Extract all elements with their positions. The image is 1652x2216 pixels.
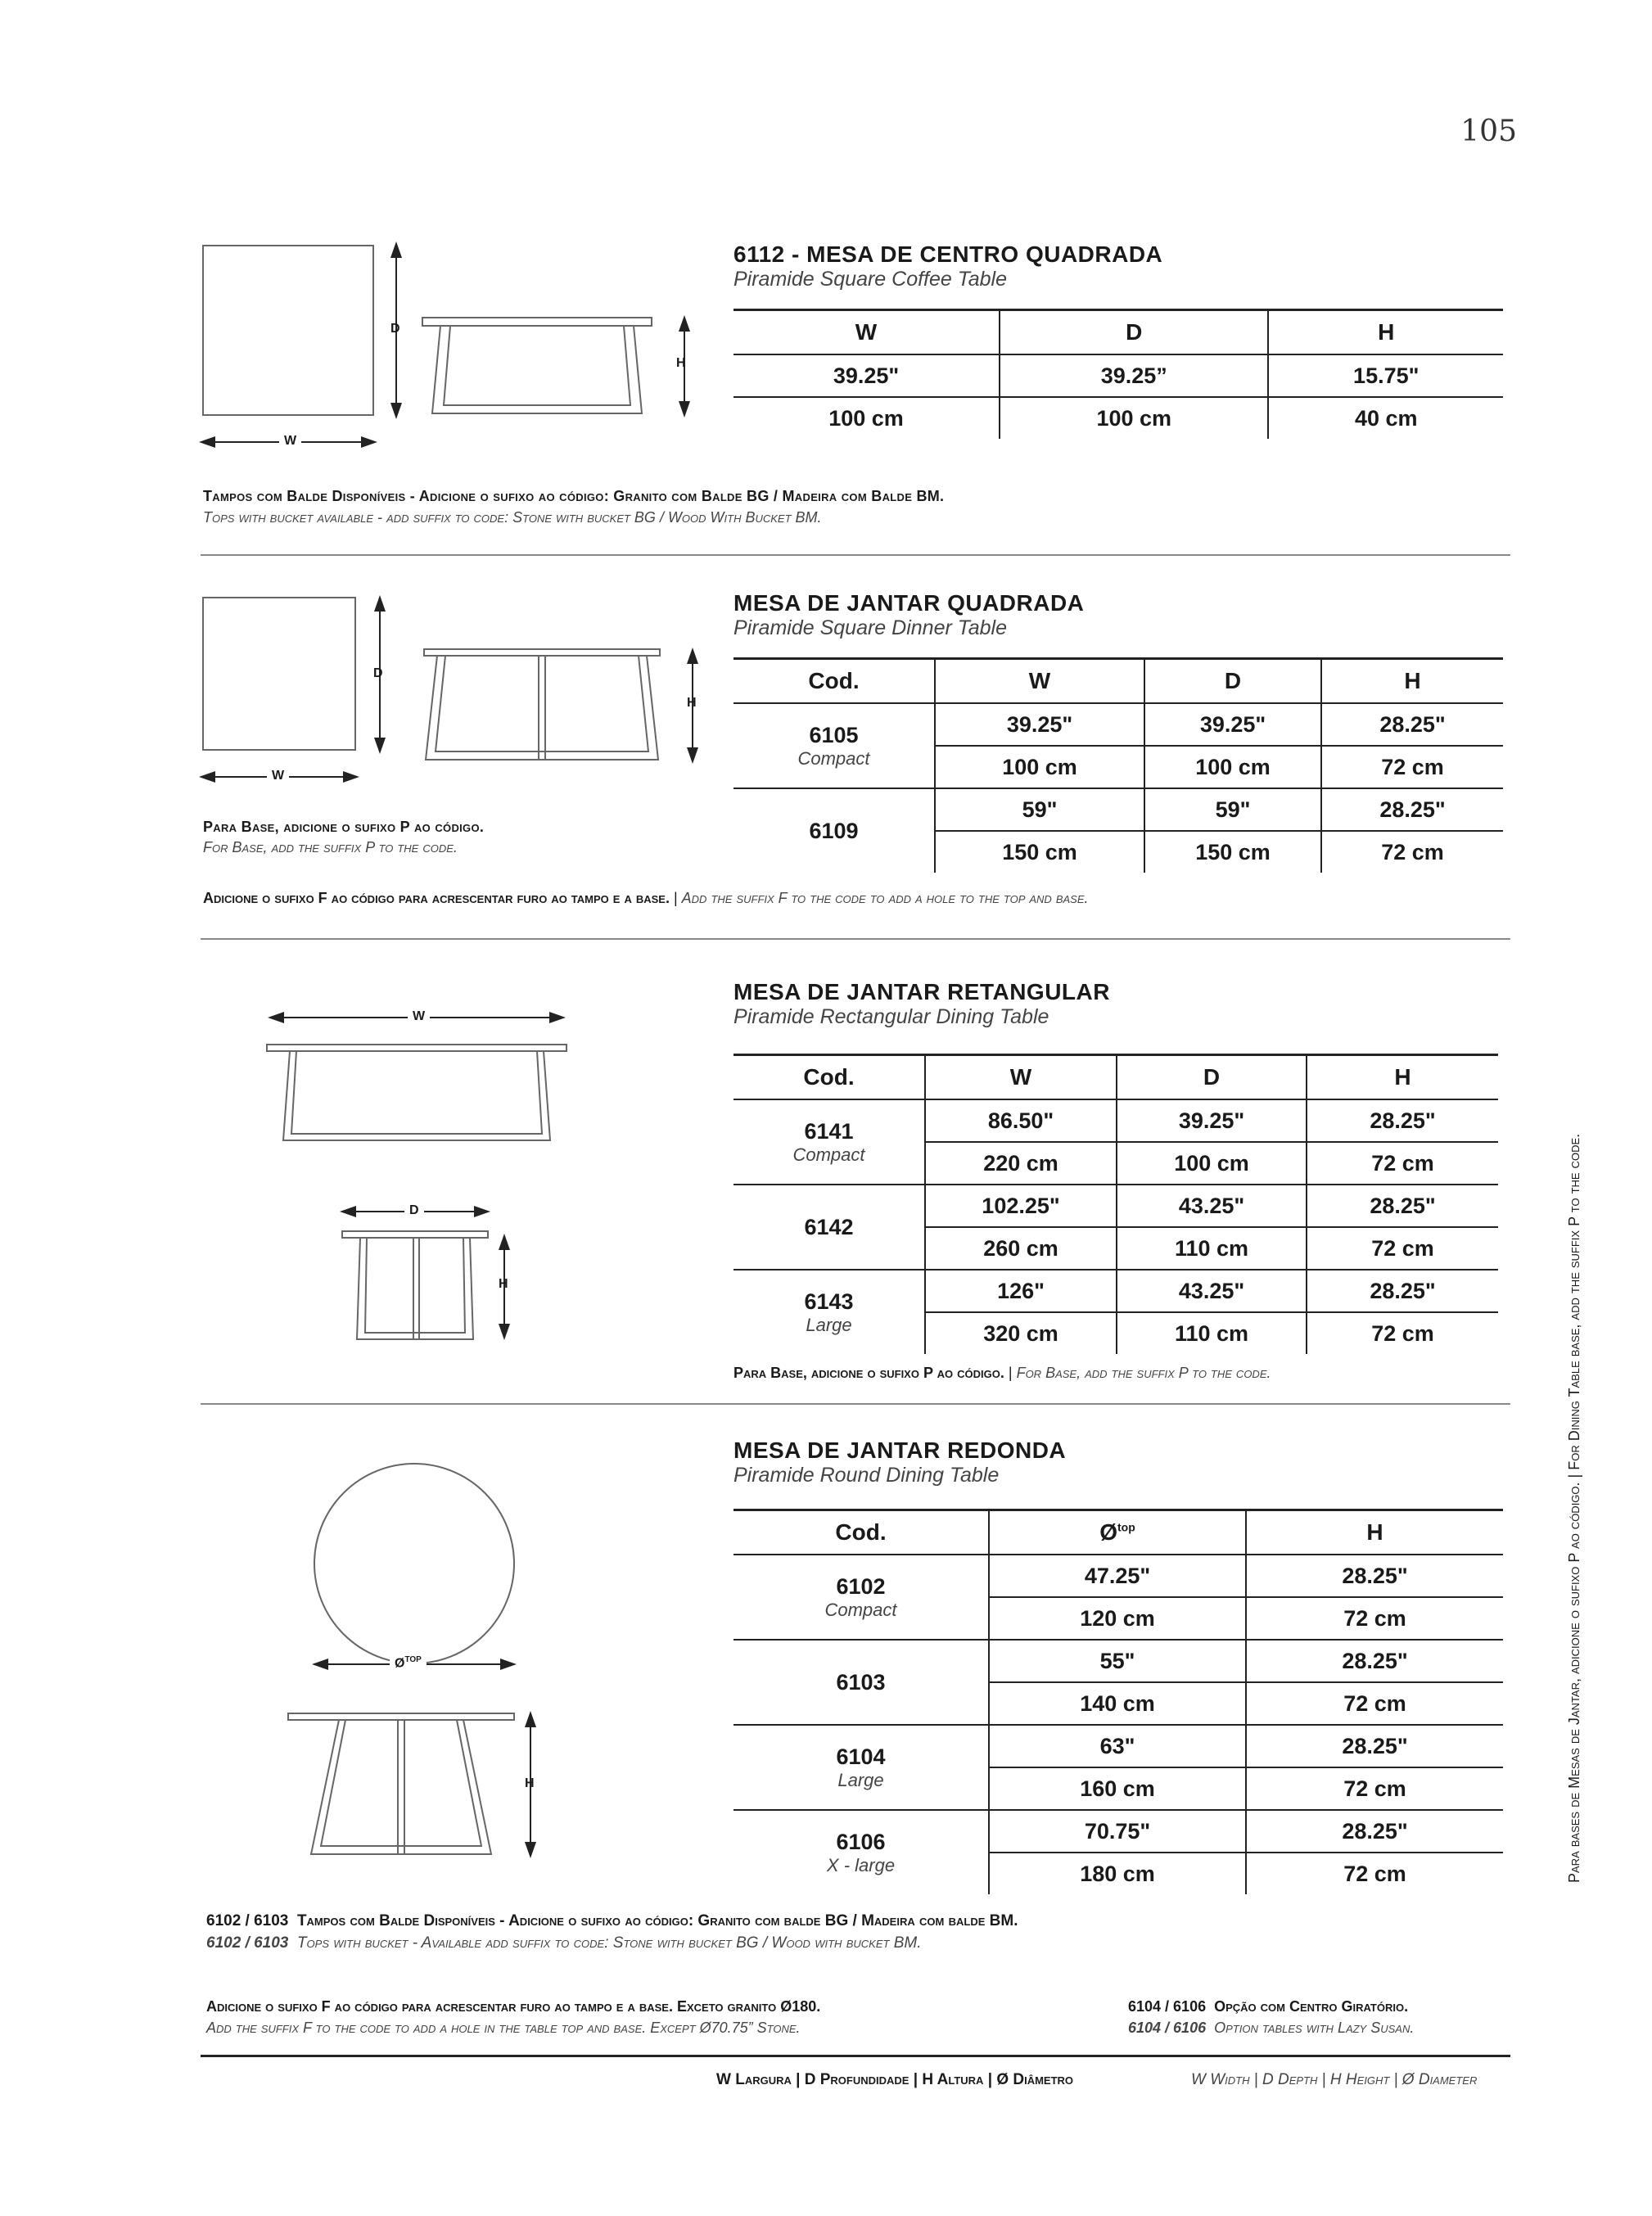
dim-h-label: H: [687, 696, 697, 710]
dim-d-label: D: [390, 322, 400, 336]
product-variant: Compact: [797, 747, 870, 769]
section-title: MESA DE JANTAR QUADRADA: [733, 590, 1085, 616]
table-cell: 28.25": [1246, 1640, 1503, 1682]
table-cell: 28.25": [1246, 1555, 1503, 1597]
dim-w-label: W: [267, 769, 289, 783]
table-cell: 260 cm: [925, 1227, 1117, 1270]
col-header-cod: Cod.: [733, 1055, 925, 1100]
col-header-cod: Cod.: [733, 659, 935, 704]
product-variant: Compact: [824, 1599, 897, 1620]
diameter-symbol: Ø: [395, 1656, 405, 1671]
table-cell: 43.25": [1117, 1270, 1307, 1312]
bucket-note-code: 6102 / 6103: [206, 1912, 289, 1929]
col-header-d: D: [1144, 659, 1321, 704]
dim-w-label: W: [408, 1009, 430, 1024]
footer-legend-en: W Width | D Depth | H Height | Ø Diameter: [1191, 2071, 1478, 2088]
product-variant: Compact: [792, 1144, 865, 1165]
table-cell: 102.25": [925, 1185, 1117, 1227]
note-separator: |: [669, 890, 682, 906]
col-header-h: H: [1321, 659, 1503, 704]
section-subtitle: Piramide Rectangular Dining Table: [733, 1005, 1049, 1028]
bucket-note: Tampos com Balde Disponíveis - Adicione o sufixo ao código: Granito com Balde BG / Madeira com Balde BM.: [203, 488, 945, 504]
col-header-w: W: [935, 659, 1144, 704]
bucket-note: [206, 1912, 1018, 1930]
table-cell: 72 cm: [1321, 831, 1503, 873]
table-cell: 28.25": [1307, 1185, 1498, 1227]
lazy-note-code: 6104 / 6106: [1128, 1998, 1207, 2015]
table-cell: 47.25": [989, 1555, 1246, 1597]
product-code: 6103: [836, 1669, 886, 1695]
table-cell: 160 cm: [989, 1767, 1246, 1810]
table-cell: 55": [989, 1640, 1246, 1682]
table-cell: 140 cm: [989, 1682, 1246, 1725]
table-cell: 70.75": [989, 1810, 1246, 1853]
col-header-w: W: [733, 310, 1000, 355]
footer-legend-pt: W Largura | D Profundidade | H Altura | Ø Diâmetro: [716, 2071, 1074, 2088]
table-cell: 86.50": [925, 1099, 1117, 1142]
table-cell: 39.25”: [1000, 354, 1268, 397]
product-code: 6106: [836, 1829, 886, 1854]
table-cell: 43.25": [1117, 1185, 1307, 1227]
table-cell: 180 cm: [989, 1853, 1246, 1894]
product-code: 6109: [809, 818, 859, 843]
section-title: MESA DE JANTAR REDONDA: [733, 1437, 1067, 1463]
table-cell: 28.25": [1307, 1099, 1498, 1142]
col-header-w: W: [925, 1055, 1117, 1100]
lazy-note-pt: Opção com Centro Giratório.: [1214, 1998, 1409, 2015]
bucket-note-en-line: [206, 1934, 922, 1952]
table-cell: 100 cm: [935, 746, 1144, 788]
table-cell: 320 cm: [925, 1312, 1117, 1354]
product-code: 6143: [804, 1289, 854, 1314]
table-cell: 150 cm: [1144, 831, 1321, 873]
col-header-diameter: [989, 1510, 1246, 1555]
section-title: MESA DE JANTAR RETANGULAR: [733, 979, 1110, 1004]
dim-h-label: H: [499, 1277, 508, 1291]
lazy-note-en-code: 6104 / 6106: [1128, 2020, 1207, 2036]
table-cell: 59": [935, 788, 1144, 831]
bucket-note-en: Tops with bucket available - add suffix to code: Stone with bucket BG / Wood With Bucket BM.: [203, 509, 822, 526]
bucket-note-en: Tops with bucket - Available add suffix to code: Stone with bucket BG / Wood with bucket BM.: [296, 1934, 922, 1952]
table-cell: 100 cm: [1117, 1142, 1307, 1185]
table-cell: 28.25": [1321, 703, 1503, 746]
col-header-h: H: [1307, 1055, 1498, 1100]
product-code-cell: [733, 1640, 989, 1725]
table-cell: 110 cm: [1117, 1312, 1307, 1354]
product-code: 6141: [804, 1118, 854, 1144]
table-cell: 28.25": [1307, 1270, 1498, 1312]
table-cell: 220 cm: [925, 1142, 1117, 1185]
dim-d-label: D: [404, 1203, 424, 1218]
table-cell: 72 cm: [1246, 1853, 1503, 1894]
base-note-en: For Base, add the suffix P to the code.: [1016, 1365, 1271, 1381]
dim-diameter-label: [390, 1655, 427, 1671]
table-cell: 120 cm: [989, 1597, 1246, 1640]
table-cell: 126": [925, 1270, 1117, 1312]
table-cell: 63": [989, 1725, 1246, 1767]
table-cell: 72 cm: [1307, 1142, 1498, 1185]
lazy-note-en: Option tables with Lazy Susan.: [1214, 2020, 1415, 2036]
table-cell: 100 cm: [1144, 746, 1321, 788]
product-variant: Large: [806, 1314, 852, 1335]
section-subtitle: Piramide Square Coffee Table: [733, 268, 1007, 291]
diameter-symbol: Ø: [1099, 1519, 1117, 1545]
section-title: 6112 - MESA DE CENTRO QUADRADA: [733, 241, 1163, 267]
table-cell: 100 cm: [1000, 397, 1268, 439]
col-header-d: D: [1117, 1055, 1307, 1100]
product-code-cell: [733, 1555, 989, 1640]
col-header-d: D: [1000, 310, 1268, 355]
product-code: 6102: [836, 1573, 886, 1599]
base-note-pt: Para Base, adicione o sufixo P ao código.: [733, 1365, 1004, 1381]
table-cell: 72 cm: [1321, 746, 1503, 788]
table-cell: 72 cm: [1246, 1767, 1503, 1810]
table-cell: 28.25": [1246, 1725, 1503, 1767]
lazy-susan-note: [1128, 1998, 1408, 2015]
table-cell: 39.25": [1117, 1099, 1307, 1142]
hole-note-en: Add the suffix F to the code to add a hole in the table top and base. Except Ø70.75” Stone.: [206, 2020, 801, 2036]
bucket-note-pt: Tampos com Balde Disponíveis - Adicione o sufixo ao código: Granito com balde BG / Madeira com balde BM.: [296, 1912, 1018, 1929]
product-code: 6104: [836, 1744, 886, 1769]
table-cell: 15.75": [1268, 354, 1503, 397]
hole-note: Adicione o sufixo F ao código para acrescentar furo ao tampo e a base. Exceto granito Ø180.: [206, 1998, 821, 2015]
table-cell: 28.25": [1246, 1810, 1503, 1853]
table-cell: 110 cm: [1117, 1227, 1307, 1270]
product-code-cell: [733, 1725, 989, 1810]
top-superscript: top: [1117, 1520, 1135, 1534]
table-cell: 39.25": [935, 703, 1144, 746]
dim-h-label: H: [525, 1776, 535, 1790]
col-header-h: H: [1268, 310, 1503, 355]
footer-divider: [201, 2055, 1510, 2057]
table-cell: 39.25": [733, 354, 1000, 397]
table-cell: 72 cm: [1246, 1597, 1503, 1640]
bucket-note-en-code: 6102 / 6103: [206, 1934, 289, 1952]
section-subtitle: Piramide Round Dining Table: [733, 1464, 1000, 1487]
table-cell: 72 cm: [1307, 1227, 1498, 1270]
table-cell: 28.25": [1321, 788, 1503, 831]
dim-w-label: W: [279, 434, 301, 449]
hole-note-en: Add the suffix F to the code to add a hole to the top and base.: [681, 890, 1089, 906]
page-number: 105: [1460, 115, 1517, 148]
table-cell: 39.25": [1144, 703, 1321, 746]
table-cell: 100 cm: [828, 405, 904, 431]
table-cell: 150 cm: [935, 831, 1144, 873]
lazy-susan-note-en: [1128, 2020, 1414, 2037]
dim-h-label: H: [676, 356, 686, 370]
col-header-h: H: [1246, 1510, 1503, 1555]
table-cell: 72 cm: [1246, 1682, 1503, 1725]
table-cell: 59": [1144, 788, 1321, 831]
side-note: Para bases de Mesas de Jantar, adicione o sufixo P ao código. | For Dining Table base, add the suffix P to the code.: [1566, 1133, 1582, 1883]
product-code: 6142: [804, 1214, 854, 1239]
note-separator: |: [1004, 1365, 1017, 1381]
product-variant: Large: [837, 1769, 884, 1790]
base-note-en: For Base, add the suffix P to the code.: [203, 839, 458, 855]
dim-d-label: D: [373, 666, 383, 680]
product-code-cell: [733, 1810, 989, 1894]
top-superscript: TOP: [404, 1655, 422, 1664]
product-code: 6105: [809, 722, 859, 747]
section-subtitle: Piramide Square Dinner Table: [733, 616, 1007, 639]
spec-table: [733, 1509, 1503, 1894]
hole-note-pt: Adicione o sufixo F ao código para acrescentar furo ao tampo e a base.: [203, 890, 670, 906]
col-header-cod: Cod.: [733, 1510, 989, 1555]
base-note: Para Base, adicione o sufixo P ao código.: [203, 819, 485, 835]
table-cell: 72 cm: [1307, 1312, 1498, 1354]
product-variant: X - large: [826, 1854, 896, 1875]
table-cell: 40 cm: [1268, 397, 1503, 439]
